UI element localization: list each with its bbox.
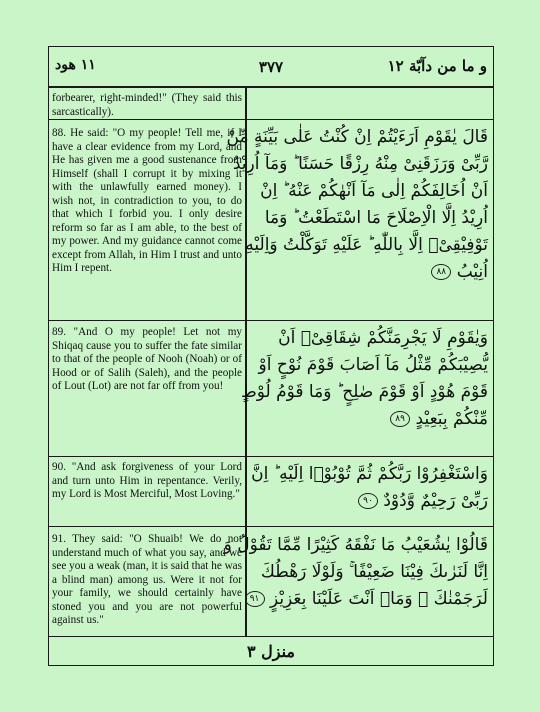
- arabic-line-text: اُنِيْبُ: [456, 262, 488, 282]
- arabic-line: قَالُوْا يٰشُعَيْبُ مَا نَفْقَهُ كَثِيْرًا مِّمَّا تَقُوْلُ وَ: [223, 535, 488, 555]
- arabic-line: اُرِيْدُ اِلَّا الْاِصْلَاحَ مَا اسْتَطَعْتُ ؕ وَمَا: [264, 208, 488, 228]
- arabic-line: اِنَّا لَنَرٰىكَ فِيْنَا ضَعِيْفًا ۚ وَلَوْلَا رَهْطُكَ: [260, 562, 488, 582]
- block-separator: [48, 320, 494, 321]
- arabic-line: رَّبِّىْ وَرَزَقَنِىْ مِنْهُ رِزْقًا حَسَنًا ؕ وَمَآ اُرِيْدُ: [232, 154, 488, 174]
- arabic-line: [250, 586, 488, 613]
- arabic-line-text: مِّنْكُمْ بِبَعِيْدٍ: [415, 409, 488, 429]
- block-separator: [48, 119, 494, 120]
- arabic-line: [250, 259, 488, 286]
- page-footer: [48, 636, 494, 666]
- ayah-marker: ٨٩: [390, 411, 410, 427]
- arabic-line: قَوْمَ هُوْدٍ اَوْ قَوْمَ صٰلِحٍ ؕ وَمَا قَوْمُ لُوْطٍ: [241, 382, 488, 402]
- ayah-marker: ٩١: [245, 591, 265, 607]
- arabic-line: وَيٰقَوْمِ لَا يَجْرِمَنَّكُمْ شِقَاقِىْۤ اَنْ: [278, 328, 488, 348]
- translation-89: 89. "And O my people! Let not my Shiqaq cause you to suffer the fate similar to that of the people of Nooh (Noah) or of Hood or of Salih (Saleh), and the people of Lout (Lot) are not far off from you!: [52, 326, 242, 392]
- arabic-verse-90: [250, 461, 488, 515]
- translation-88: 88. He said: "O my people! Tell me, if I have a clear evidence from my Lord, and He has given me a good sustenance from Himself (shall I corrupt it by mixing it with the unlawfully earned money). I wish not, in contradiction to you, to do that which I forbid you. I only desire reform so far as I am able, to the best of my power. And my guidance cannot come except from Allah, in Him I trust and unto Him I repent.: [52, 127, 242, 274]
- juz-name: و ما من دآبّة ١٢: [387, 57, 487, 75]
- arabic-line-text: لَرَجَمْنٰكَ ؗ وَمَاۤ اَنْتَ عَلَيْنَا بِعَزِيْزٍ: [269, 589, 488, 609]
- block-separator: [48, 526, 494, 527]
- arabic-verse-91: [223, 532, 488, 613]
- translation-0: forbearer, right-minded!" (They said this sarcastically).: [52, 92, 242, 118]
- arabic-line: وَاسْتَغْفِرُوْا رَبَّكُمْ ثُمَّ تُوْبُوْۤا اِلَيْهِ ؕ اِنَّ: [251, 464, 488, 484]
- arabic-verse-88: [226, 124, 488, 286]
- arabic-line: يُّصِيْبَكُمْ مِّثْلُ مَآ اَصَابَ قَوْمَ نُوْحٍ اَوْ: [258, 355, 488, 375]
- translation-90: 90. "And ask forgiveness of your Lord and turn unto Him in repentance. Verily, my Lord is Most Merciful, Most Loving.": [52, 461, 242, 500]
- surah-name: ١١ هود: [55, 57, 96, 73]
- ayah-marker: ٨٨: [431, 264, 451, 280]
- manzil-label: منزل ٣: [246, 642, 295, 661]
- arabic-line: تَوْفِيْقِىْۤ اِلَّا بِاللّٰهِ ؕ عَلَيْهِ تَوَكَّلْتُ وَاِلَيْهِ: [245, 235, 488, 255]
- arabic-verse-89: [241, 325, 488, 433]
- block-separator: [48, 456, 494, 457]
- arabic-line-text: رَبِّىْ رَحِيْمٌ وَّدُوْدٌ: [383, 491, 488, 511]
- arabic-line: قَالَ يٰقَوْمِ اَرَءَيْتُمْ اِنْ كُنْتُ عَلٰى بَيِّنَةٍ مِّنْ: [226, 127, 488, 147]
- arabic-line: اَنْ اُخَالِفَكُمْ اِلٰى مَآ اَنْهٰكُمْ عَنْهُ ؕ اِنْ: [260, 181, 488, 201]
- ayah-marker: ٩٠: [358, 493, 378, 509]
- page-header: [48, 46, 494, 88]
- page-number: ٣٧٧: [258, 58, 284, 76]
- arabic-line: [250, 488, 488, 515]
- arabic-line: [250, 406, 488, 433]
- translation-91: 91. They said: "O Shuaib! We do not understand much of what you say, and we see you a weak (man, it is said that he was a blind man) among us. Were it not for your family, we should certainly have stoned you and you are not powerful against us.": [52, 533, 242, 626]
